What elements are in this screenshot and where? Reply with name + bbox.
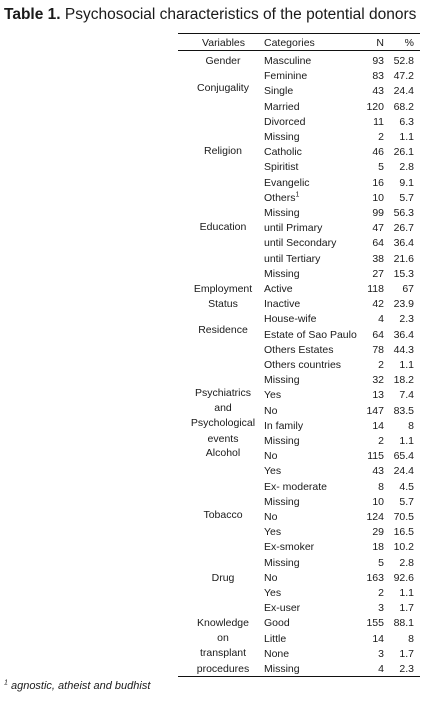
category-text: Missing bbox=[264, 267, 300, 280]
count-cell: 120 bbox=[366, 100, 384, 113]
category-text: Missing bbox=[264, 435, 300, 447]
count-cell: 46 bbox=[372, 146, 384, 159]
category-text: Missing bbox=[264, 495, 300, 508]
category-text: Yes bbox=[264, 389, 282, 402]
category-text: Inactive bbox=[264, 298, 301, 311]
count-cell: 64 bbox=[372, 237, 384, 250]
caption-title: Psychosocial characteristics of the potential donors bbox=[60, 6, 417, 23]
category-text: Yes bbox=[264, 465, 282, 478]
variable-label: and bbox=[214, 402, 232, 415]
count-cell: 32 bbox=[372, 374, 384, 387]
variable-label: Residence bbox=[198, 324, 248, 336]
percent-cell: 5.7 bbox=[399, 495, 414, 508]
footnote bbox=[4, 680, 150, 692]
variable-label: Tobacco bbox=[203, 509, 243, 521]
count-cell: 115 bbox=[367, 450, 384, 463]
count-cell: 124 bbox=[366, 511, 384, 523]
category-cell bbox=[264, 237, 336, 249]
category-text: In family bbox=[264, 419, 304, 432]
percent-cell: 88.1 bbox=[393, 617, 414, 630]
percent-cell: 1.1 bbox=[399, 131, 414, 143]
category-cell bbox=[264, 617, 290, 629]
percent-cell: 92.6 bbox=[393, 571, 414, 584]
percent-cell: 10.2 bbox=[393, 541, 414, 554]
count-cell: 163 bbox=[366, 571, 384, 584]
category-cell bbox=[264, 253, 320, 265]
percent-cell: 7.4 bbox=[399, 389, 414, 402]
category-cell bbox=[264, 374, 300, 386]
count-cell: 2 bbox=[378, 359, 384, 371]
count-cell: 155 bbox=[366, 617, 384, 630]
category-text: Married bbox=[264, 100, 300, 113]
category-cell bbox=[264, 101, 300, 113]
percent-cell: 1.7 bbox=[399, 602, 414, 615]
count-cell: 18 bbox=[372, 541, 384, 554]
category-cell bbox=[264, 633, 286, 645]
category-text: No bbox=[264, 450, 278, 463]
category-text: Missing bbox=[264, 556, 300, 569]
percent-cell: 2.3 bbox=[399, 313, 414, 326]
category-cell bbox=[264, 70, 307, 82]
category-cell bbox=[264, 465, 281, 477]
category-text: Catholic bbox=[264, 146, 302, 159]
category-cell bbox=[264, 146, 302, 158]
percent-cell: 67 bbox=[402, 283, 414, 295]
count-cell: 43 bbox=[372, 465, 384, 478]
count-cell: 99 bbox=[372, 207, 384, 219]
category-cell bbox=[264, 177, 310, 189]
percent-cell: 18.2 bbox=[393, 374, 414, 387]
category-text: Divorced bbox=[264, 115, 306, 128]
percent-cell: 1.1 bbox=[399, 359, 414, 371]
category-cell bbox=[264, 298, 300, 310]
percent-cell: 24.4 bbox=[393, 85, 414, 98]
percent-cell: 15.3 bbox=[393, 267, 414, 280]
count-cell: 5 bbox=[378, 556, 384, 569]
category-cell bbox=[264, 207, 300, 219]
category-cell bbox=[264, 420, 303, 432]
category-cell bbox=[264, 663, 300, 675]
category-cell bbox=[264, 313, 317, 325]
variable-label: Education bbox=[199, 221, 247, 233]
category-cell bbox=[264, 557, 300, 569]
percent-cell: 52.8 bbox=[393, 55, 414, 67]
category-cell bbox=[264, 161, 298, 173]
percent-cell: 21.6 bbox=[393, 252, 414, 265]
count-cell: 5 bbox=[378, 161, 384, 174]
category-cell bbox=[264, 344, 333, 356]
category-text: Yes bbox=[264, 526, 282, 539]
variable-label: Employment bbox=[193, 283, 253, 295]
count-cell: 2 bbox=[378, 435, 384, 447]
header-percent: % bbox=[404, 37, 414, 49]
variable-label: Alcohol bbox=[205, 447, 241, 459]
category-cell bbox=[264, 268, 300, 280]
percent-cell: 23.9 bbox=[393, 298, 414, 311]
category-text: Estate of Sao Paulo bbox=[264, 328, 357, 341]
category-text: until Tertiary bbox=[264, 252, 321, 265]
category-cell bbox=[264, 329, 357, 341]
category-cell bbox=[264, 587, 281, 599]
category-text: until Secondary bbox=[264, 237, 337, 250]
count-cell: 83 bbox=[372, 70, 384, 83]
category-text: Active bbox=[264, 283, 293, 295]
count-cell: 64 bbox=[372, 328, 384, 341]
category-text: Feminine bbox=[264, 70, 308, 83]
footnote-ref: 1 bbox=[295, 191, 300, 199]
category-cell bbox=[264, 283, 293, 295]
variable-label: Gender bbox=[205, 55, 241, 67]
header-rule bbox=[178, 50, 420, 51]
category-text: Single bbox=[264, 85, 294, 98]
count-cell: 38 bbox=[372, 252, 384, 265]
variable-label: procedures bbox=[196, 662, 250, 675]
percent-cell: 65.4 bbox=[393, 450, 414, 463]
category-cell bbox=[264, 541, 314, 553]
category-cell bbox=[264, 648, 289, 660]
category-text: No bbox=[264, 571, 278, 584]
category-cell bbox=[264, 526, 281, 538]
count-cell: 8 bbox=[378, 480, 384, 493]
count-cell: 47 bbox=[372, 222, 384, 235]
count-cell: 10 bbox=[372, 191, 384, 204]
category-text: Yes bbox=[264, 587, 282, 599]
percent-cell: 26.1 bbox=[393, 146, 414, 159]
category-cell bbox=[264, 222, 322, 234]
header-categories: Categories bbox=[264, 37, 315, 49]
category-cell bbox=[264, 511, 277, 523]
percent-cell: 1.1 bbox=[399, 587, 414, 599]
percent-cell: 2.3 bbox=[399, 663, 414, 675]
percent-cell: 16.5 bbox=[393, 526, 414, 539]
count-cell: 27 bbox=[372, 267, 384, 280]
percent-cell: 2.8 bbox=[399, 161, 414, 174]
category-text: Masculine bbox=[264, 55, 312, 67]
count-cell: 14 bbox=[372, 632, 384, 645]
variable-label: Drug bbox=[211, 572, 235, 584]
percent-cell: 26.7 bbox=[393, 222, 414, 235]
variable-label: events bbox=[207, 432, 239, 445]
category-text: Spiritist bbox=[264, 161, 299, 174]
percent-cell: 56.3 bbox=[393, 207, 414, 219]
count-cell: 10 bbox=[372, 495, 384, 508]
variable-label: Psychological bbox=[190, 417, 256, 430]
count-cell: 4 bbox=[378, 663, 384, 675]
category-text: Little bbox=[264, 632, 287, 645]
category-text: Missing bbox=[264, 131, 300, 143]
percent-cell: 36.4 bbox=[393, 237, 414, 250]
count-cell: 147 bbox=[366, 404, 384, 417]
percent-cell: 83.5 bbox=[393, 404, 414, 417]
count-cell: 42 bbox=[372, 298, 384, 311]
category-text: Ex-user bbox=[264, 602, 301, 615]
count-cell: 2 bbox=[378, 131, 384, 143]
category-text: Evangelic bbox=[264, 176, 310, 189]
category-cell bbox=[264, 405, 277, 417]
count-cell: 4 bbox=[378, 313, 384, 326]
category-cell bbox=[264, 435, 300, 447]
percent-cell: 1.7 bbox=[399, 647, 414, 660]
percent-cell: 68.2 bbox=[393, 100, 414, 113]
variable-label: Conjugality bbox=[197, 82, 249, 94]
percent-cell: 2.8 bbox=[399, 556, 414, 569]
category-cell bbox=[264, 481, 327, 493]
category-text: Ex- moderate bbox=[264, 480, 328, 493]
percent-cell: 44.3 bbox=[393, 343, 414, 356]
header-n: N bbox=[376, 37, 384, 49]
percent-cell: 70.5 bbox=[393, 511, 414, 523]
category-text: until Primary bbox=[264, 222, 323, 235]
count-cell: 3 bbox=[378, 647, 384, 660]
percent-cell: 1.1 bbox=[399, 435, 414, 447]
percent-cell: 9.1 bbox=[399, 176, 414, 189]
bottom-rule bbox=[178, 676, 420, 677]
count-cell: 13 bbox=[372, 389, 384, 402]
category-cell bbox=[264, 359, 341, 371]
category-text: Ex-smoker bbox=[264, 541, 315, 554]
variable-label: Religion bbox=[204, 145, 242, 157]
percent-cell: 4.5 bbox=[399, 480, 414, 493]
count-cell: 16 bbox=[372, 176, 384, 189]
category-text: House-wife bbox=[264, 313, 317, 326]
category-text: Others countries bbox=[264, 359, 342, 371]
count-cell: 3 bbox=[378, 602, 384, 615]
percent-cell: 6.3 bbox=[399, 115, 414, 128]
category-text: Missing bbox=[264, 663, 300, 675]
variable-label: on bbox=[217, 632, 229, 645]
count-cell: 78 bbox=[372, 343, 384, 356]
category-cell bbox=[264, 131, 300, 143]
category-cell bbox=[264, 116, 305, 128]
footnote-text: agnostic, atheist and budhist bbox=[7, 680, 151, 692]
count-cell: 93 bbox=[372, 55, 384, 67]
category-cell bbox=[264, 389, 281, 401]
category-cell bbox=[264, 602, 300, 614]
count-cell: 14 bbox=[372, 419, 384, 432]
percent-cell: 47.2 bbox=[393, 70, 414, 83]
category-text: Others bbox=[264, 191, 296, 204]
percent-cell: 8 bbox=[408, 419, 414, 432]
percent-cell: 8 bbox=[408, 632, 414, 645]
percent-cell: 36.4 bbox=[393, 328, 414, 341]
percent-cell: 5.7 bbox=[399, 191, 414, 204]
variable-label: Psychiatrics bbox=[194, 387, 251, 399]
table-caption bbox=[4, 6, 416, 24]
percent-cell: 24.4 bbox=[393, 465, 414, 478]
category-cell bbox=[264, 55, 311, 67]
category-text: None bbox=[264, 647, 290, 660]
caption-label: Table 1. bbox=[4, 6, 61, 23]
count-cell: 11 bbox=[373, 115, 384, 128]
category-cell bbox=[264, 450, 277, 462]
count-cell: 2 bbox=[378, 587, 384, 599]
variable-label: Knowledge bbox=[197, 617, 249, 629]
variable-label: transplant bbox=[199, 647, 247, 660]
category-text: Missing bbox=[264, 207, 300, 219]
count-cell: 118 bbox=[367, 283, 384, 295]
category-cell bbox=[264, 192, 299, 204]
header-variables: Variables bbox=[202, 37, 245, 49]
category-text: Others Estates bbox=[264, 343, 334, 356]
category-cell bbox=[264, 572, 277, 584]
category-cell bbox=[264, 85, 293, 97]
category-text: No bbox=[264, 404, 278, 417]
category-cell bbox=[264, 496, 300, 508]
category-text: Good bbox=[264, 617, 290, 630]
category-text: No bbox=[264, 511, 278, 523]
variable-label: Status bbox=[208, 298, 238, 311]
count-cell: 29 bbox=[372, 526, 384, 539]
footnote-mark: 1 bbox=[4, 679, 8, 687]
category-text: Missing bbox=[264, 374, 300, 387]
count-cell: 43 bbox=[372, 85, 384, 98]
top-rule bbox=[178, 33, 420, 34]
